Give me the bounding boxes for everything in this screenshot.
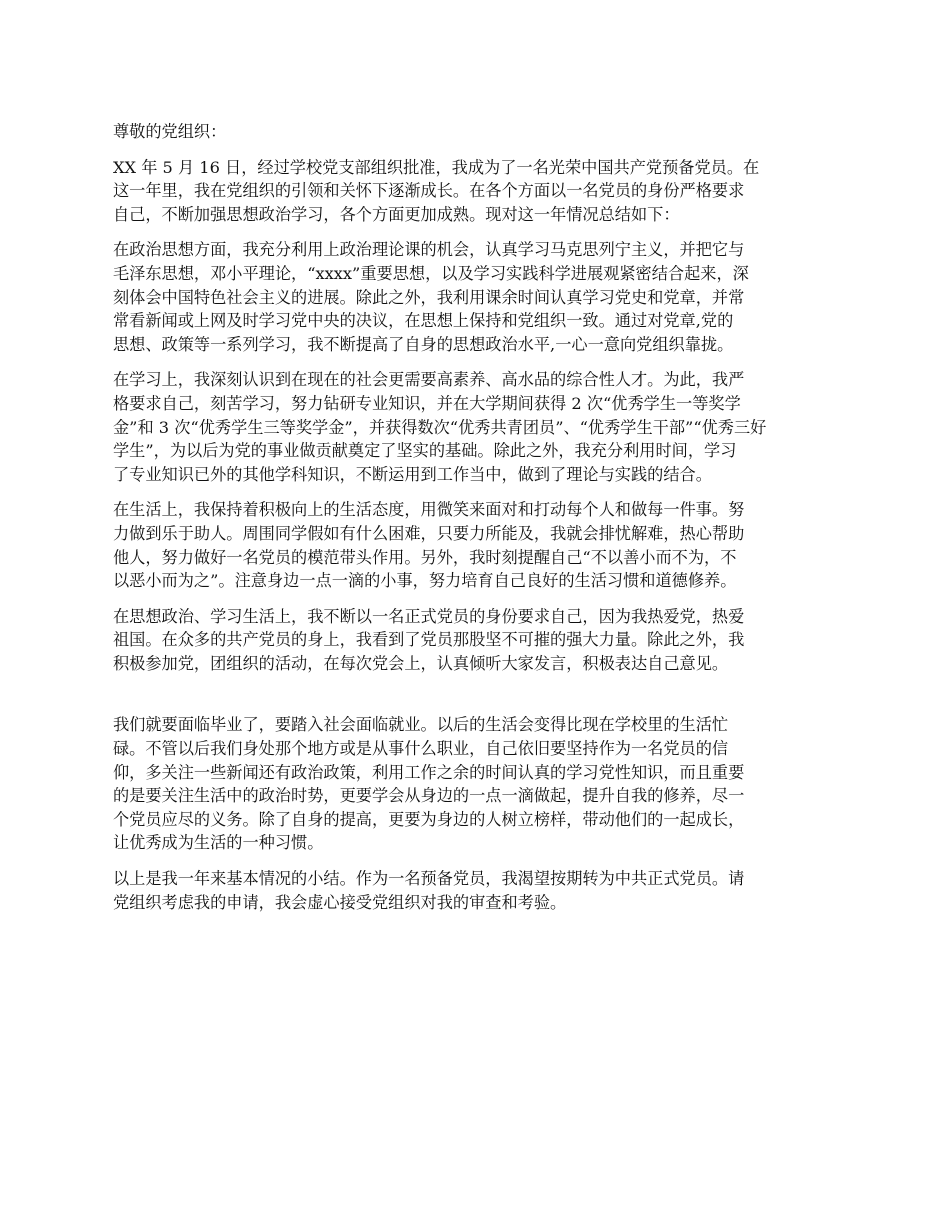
paragraph-conclusion: [113, 867, 840, 914]
paragraph-line: 我们就要面临毕业了，要踏入社会面临就业。以后的生活会变得比现在学校里的生活忙: [113, 715, 729, 735]
paragraph-study: [113, 368, 840, 486]
paragraph-line: 以上是我一年来基本情况的小结。作为一名预备党员，我渴望按期转为中共正式党员。请: [113, 869, 745, 889]
paragraph-line: 个党员应尽的义务。除了自身的提高，更要为身边的人树立榜样，带动他们的一起成长，: [113, 809, 745, 829]
paragraph-line: 这一年里，我在党组织的引领和关怀下逐渐成长。在各个方面以一名党员的身份严格要求: [113, 181, 745, 201]
paragraph-line: 的是要关注生活中的政治时势，更要学会从身边的一点一滴做起，提升自我的修养，尽一: [113, 786, 745, 806]
paragraph-line: 碌。不管以后我们身处那个地方或是从事什么职业，自己依旧要坚持作为一名党员的信: [113, 739, 729, 759]
paragraph-line: 学生”，为以后为党的事业做贡献奠定了坚实的基础。除此之外，我充分利用时间，学习: [113, 441, 737, 461]
paragraph-line: 他人，努力做好一名党员的模范带头作用。另外，我时刻提醒自己“不以善小而不为，不: [113, 547, 737, 567]
paragraph-line: 在生活上，我保持着积极向上的生活态度，用微笑来面对和打动每个人和做每一件事。努: [113, 500, 745, 520]
paragraph-political-thought: [113, 238, 840, 356]
paragraph-politics-study-life: [113, 605, 840, 676]
paragraph-line: XX 年 5 月 16 日，经过学校党支部组织批准，我成为了一名光荣中国共产党预备党员。在: [113, 157, 760, 177]
paragraph-line: 让优秀成为生活的一种习惯。: [113, 833, 324, 853]
paragraph-graduation: [113, 713, 840, 855]
paragraph-line: 思想、政策等一系列学习，我不断提高了自身的思想政治水平,一心一意向党组织靠拢。: [113, 334, 734, 354]
paragraph-line: 了专业知识已外的其他学科知识，不断运用到工作当中，做到了理论与实践的结合。: [113, 464, 712, 484]
paragraph-line: 毛泽东思想，邓小平理论，“xxxx”重要思想，以及学习实践科学进展观紧密结合起来，深: [113, 263, 749, 283]
paragraph-line: 自己，不断加强思想政治学习，各个方面更加成熟。现对这一年情况总结如下：: [113, 204, 680, 224]
paragraph-line: 仰，多关注一些新闻还有政治政策，利用工作之余的时间认真的学习党性知识，而且重要: [113, 762, 745, 782]
paragraph-line: 祖国。在众多的共产党员的身上，我看到了党员那股坚不可摧的强大力量。除此之外，我: [113, 630, 745, 650]
paragraph-line: 金”和 3 次“优秀学生三等奖学金”，并获得数次“优秀共青团员”、“优秀学生干部”“优秀三好: [113, 417, 767, 437]
paragraph-life: [113, 498, 840, 592]
paragraph-line: 以恶小而为之”。注意身边一点一滴的小事，努力培育自己良好的生活习惯和道德修养。: [113, 571, 737, 591]
paragraph-line: 在政治思想方面，我充分利用上政治理论课的机会，认真学习马克思列宁主义，并把它与: [113, 240, 745, 260]
document-page: [113, 120, 840, 926]
paragraph-intro: [113, 156, 840, 227]
paragraph-line: 格要求自己，刻苦学习，努力钻研专业知识，并在大学期间获得 2 次“优秀学生一等奖学: [113, 393, 741, 413]
paragraph-line: 刻体会中国特色社会主义的进展。除此之外，我利用课余时间认真学习党史和党章，并常: [113, 287, 745, 307]
paragraph-line: 党组织考虑我的申请，我会虚心接受党组织对我的审查和考验。: [113, 892, 567, 912]
paragraph-line: 在思想政治、学习生活上，我不断以一名正式党员的身份要求自己，因为我热爱党，热爱: [113, 606, 745, 626]
paragraph-line: 力做到乐于助人。周围同学假如有什么困难，只要力所能及，我就会排忧解难，热心帮助: [113, 523, 745, 543]
salutation: 尊敬的党组织：: [113, 122, 227, 141]
paragraph-line: 常看新闻或上网及时学习党中央的决议，在思想上保持和党组织一致。通过对党章,党的: [113, 311, 734, 331]
paragraph-line: 在学习上，我深刻认识到在现在的社会更需要高素养、高水品的综合性人才。为此，我严: [113, 370, 745, 390]
paragraph-line: 积极参加党，团组织的活动，在每次党会上，认真倾听大家发言，积极表达自己意见。: [113, 653, 729, 673]
